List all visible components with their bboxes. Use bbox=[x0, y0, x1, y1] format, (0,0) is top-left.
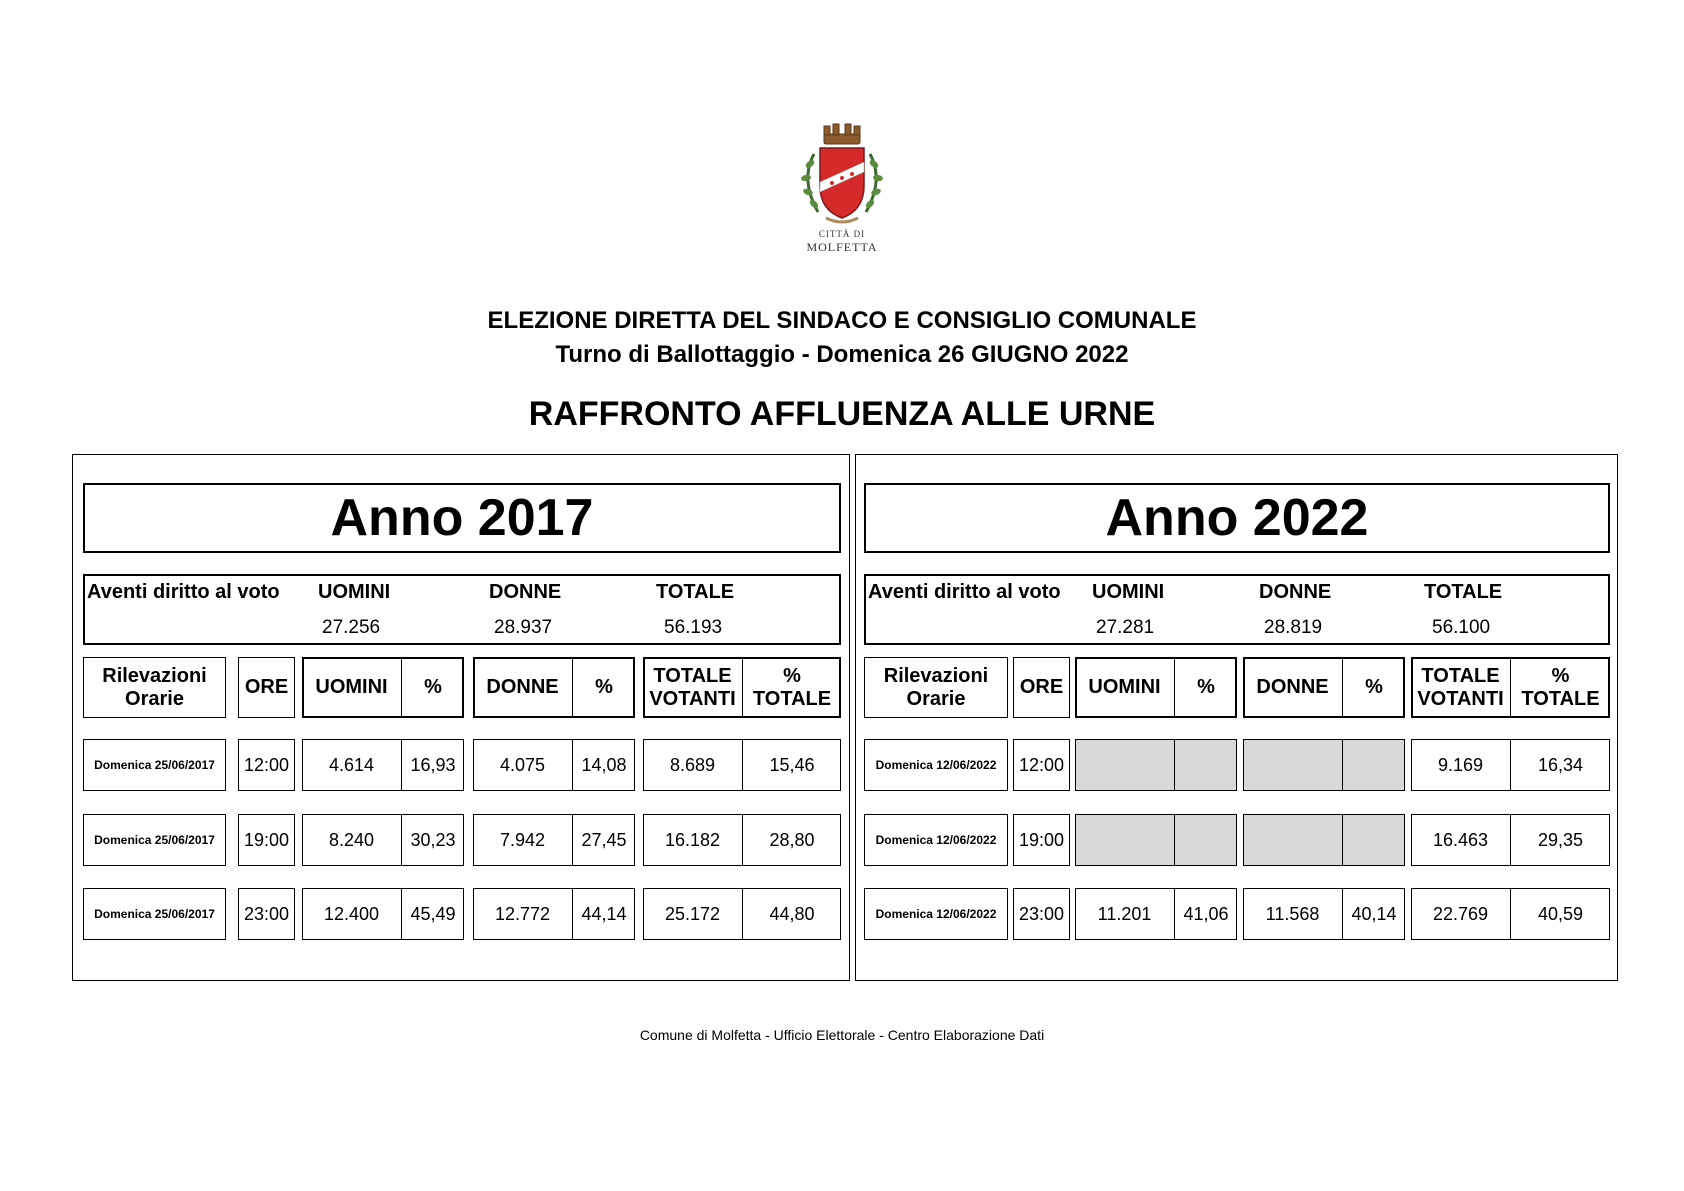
electorate-value-donne: 28.937 bbox=[494, 617, 553, 638]
row-uomini: 11.201 bbox=[1075, 888, 1175, 940]
row-totale-votanti: 25.172 bbox=[643, 888, 743, 940]
header-uomini-pct: % bbox=[1197, 676, 1215, 698]
row-pct-totale: 16,34 bbox=[1537, 754, 1584, 775]
header-donne-pct: % bbox=[595, 676, 613, 698]
row-uomini-pct bbox=[1175, 814, 1237, 866]
header-totale-votanti: TOTALE VOTANTI bbox=[643, 657, 743, 718]
row-uomini: 8.240 bbox=[302, 814, 402, 866]
electorate-label-aventi: Aventi diritto al voto bbox=[868, 581, 1061, 603]
electorate-label-totale: TOTALE bbox=[1424, 581, 1503, 603]
row-uomini bbox=[1075, 814, 1175, 866]
document-heading: RAFFRONTO AFFLUENZA ALLE URNE bbox=[528, 395, 1156, 433]
electorate-label-totale: TOTALE bbox=[656, 581, 735, 603]
header-pct-totale: % TOTALE bbox=[1521, 664, 1600, 710]
row-pct-totale: 29,35 bbox=[1537, 829, 1584, 850]
footer-text: Comune di Molfetta - Ufficio Elettorale - Centro Elaborazione Dati bbox=[639, 1027, 1045, 1043]
row-donne: 11.568 bbox=[1243, 888, 1343, 940]
electorate-label-uomini: UOMINI bbox=[318, 581, 391, 603]
row-donne-pct: 40,14 bbox=[1351, 903, 1397, 924]
document-subtitle: Turno di Ballottaggio - Domenica 26 GIUGNO 2022 bbox=[555, 341, 1129, 368]
header-uomini-pct: % bbox=[424, 676, 442, 698]
row-date: Domenica 12/06/2022 bbox=[864, 814, 1008, 866]
electorate-value-totale: 56.193 bbox=[664, 617, 723, 638]
row-pct-totale: 15,46 bbox=[769, 754, 815, 775]
row-ore: 23:00 bbox=[1013, 888, 1070, 940]
electorate-label-uomini: UOMINI bbox=[1092, 581, 1165, 603]
header-uomini: UOMINI bbox=[302, 657, 402, 718]
row-donne bbox=[1243, 814, 1343, 866]
row-ore: 12:00 bbox=[1013, 739, 1070, 791]
row-totale-votanti: 8.689 bbox=[643, 739, 743, 791]
row-date: Domenica 12/06/2022 bbox=[864, 888, 1008, 940]
row-donne bbox=[1243, 739, 1343, 791]
row-date: Domenica 25/06/2017 bbox=[83, 739, 226, 791]
row-uomini: 12.400 bbox=[302, 888, 402, 940]
electorate-value-donne: 28.819 bbox=[1264, 617, 1323, 638]
electorate-label-aventi: Aventi diritto al voto bbox=[87, 581, 280, 603]
header-pct-totale: % TOTALE bbox=[752, 664, 832, 710]
row-uomini-pct bbox=[1175, 739, 1237, 791]
row-date: Domenica 25/06/2017 bbox=[83, 814, 226, 866]
logo-text-line2: MOLFETTA bbox=[806, 240, 878, 254]
document-title: ELEZIONE DIRETTA DEL SINDACO E CONSIGLIO COMUNALE bbox=[487, 307, 1197, 334]
row-donne: 4.075 bbox=[473, 739, 573, 791]
header-rilevazioni-orarie: Rilevazioni Orarie bbox=[83, 657, 226, 718]
header-totale-votanti: TOTALE VOTANTI bbox=[1411, 657, 1511, 718]
row-uomini-pct: 41,06 bbox=[1183, 903, 1229, 924]
row-date: Domenica 12/06/2022 bbox=[864, 739, 1008, 791]
row-donne-pct: 27,45 bbox=[581, 829, 627, 850]
row-uomini-pct: 45,49 bbox=[410, 903, 456, 924]
row-ore: 23:00 bbox=[238, 888, 295, 940]
row-donne-pct: 14,08 bbox=[581, 754, 627, 775]
row-ore: 12:00 bbox=[238, 739, 295, 791]
logo-text-line1: CITTÀ DI bbox=[818, 229, 866, 239]
row-donne: 7.942 bbox=[473, 814, 573, 866]
row-date: Domenica 25/06/2017 bbox=[83, 888, 226, 940]
row-totale-votanti: 16.182 bbox=[643, 814, 743, 866]
electorate-label-donne: DONNE bbox=[1259, 581, 1332, 603]
row-uomini-pct: 30,23 bbox=[410, 829, 456, 850]
header-ore: ORE bbox=[238, 657, 295, 718]
row-ore: 19:00 bbox=[1013, 814, 1070, 866]
row-totale-votanti: 9.169 bbox=[1411, 739, 1511, 791]
row-pct-totale: 40,59 bbox=[1537, 903, 1584, 924]
electorate-label-donne: DONNE bbox=[489, 581, 562, 603]
header-rilevazioni-orarie: Rilevazioni Orarie bbox=[864, 657, 1008, 718]
crest-icon bbox=[770, 120, 914, 230]
header-uomini: UOMINI bbox=[1075, 657, 1175, 718]
row-donne-pct bbox=[1343, 739, 1405, 791]
header-ore: ORE bbox=[1013, 657, 1070, 718]
row-uomini bbox=[1075, 739, 1175, 791]
electorate-value-totale: 56.100 bbox=[1432, 617, 1491, 638]
electorate-value-uomini: 27.281 bbox=[1096, 617, 1155, 638]
header-donne: DONNE bbox=[1243, 657, 1343, 718]
year-title: Anno 2022 bbox=[864, 483, 1610, 553]
row-donne-pct bbox=[1343, 814, 1405, 866]
row-pct-totale: 44,80 bbox=[769, 903, 815, 924]
city-crest-logo bbox=[770, 120, 914, 256]
row-uomini-pct: 16,93 bbox=[410, 754, 456, 775]
row-totale-votanti: 22.769 bbox=[1411, 888, 1511, 940]
year-title: Anno 2017 bbox=[83, 483, 841, 553]
row-donne-pct: 44,14 bbox=[581, 903, 627, 924]
row-donne: 12.772 bbox=[473, 888, 573, 940]
electorate-value-uomini: 27.256 bbox=[322, 617, 381, 638]
header-donne: DONNE bbox=[473, 657, 573, 718]
row-totale-votanti: 16.463 bbox=[1411, 814, 1511, 866]
row-ore: 19:00 bbox=[238, 814, 295, 866]
header-donne-pct: % bbox=[1365, 676, 1383, 698]
row-uomini: 4.614 bbox=[302, 739, 402, 791]
row-pct-totale: 28,80 bbox=[769, 829, 815, 850]
